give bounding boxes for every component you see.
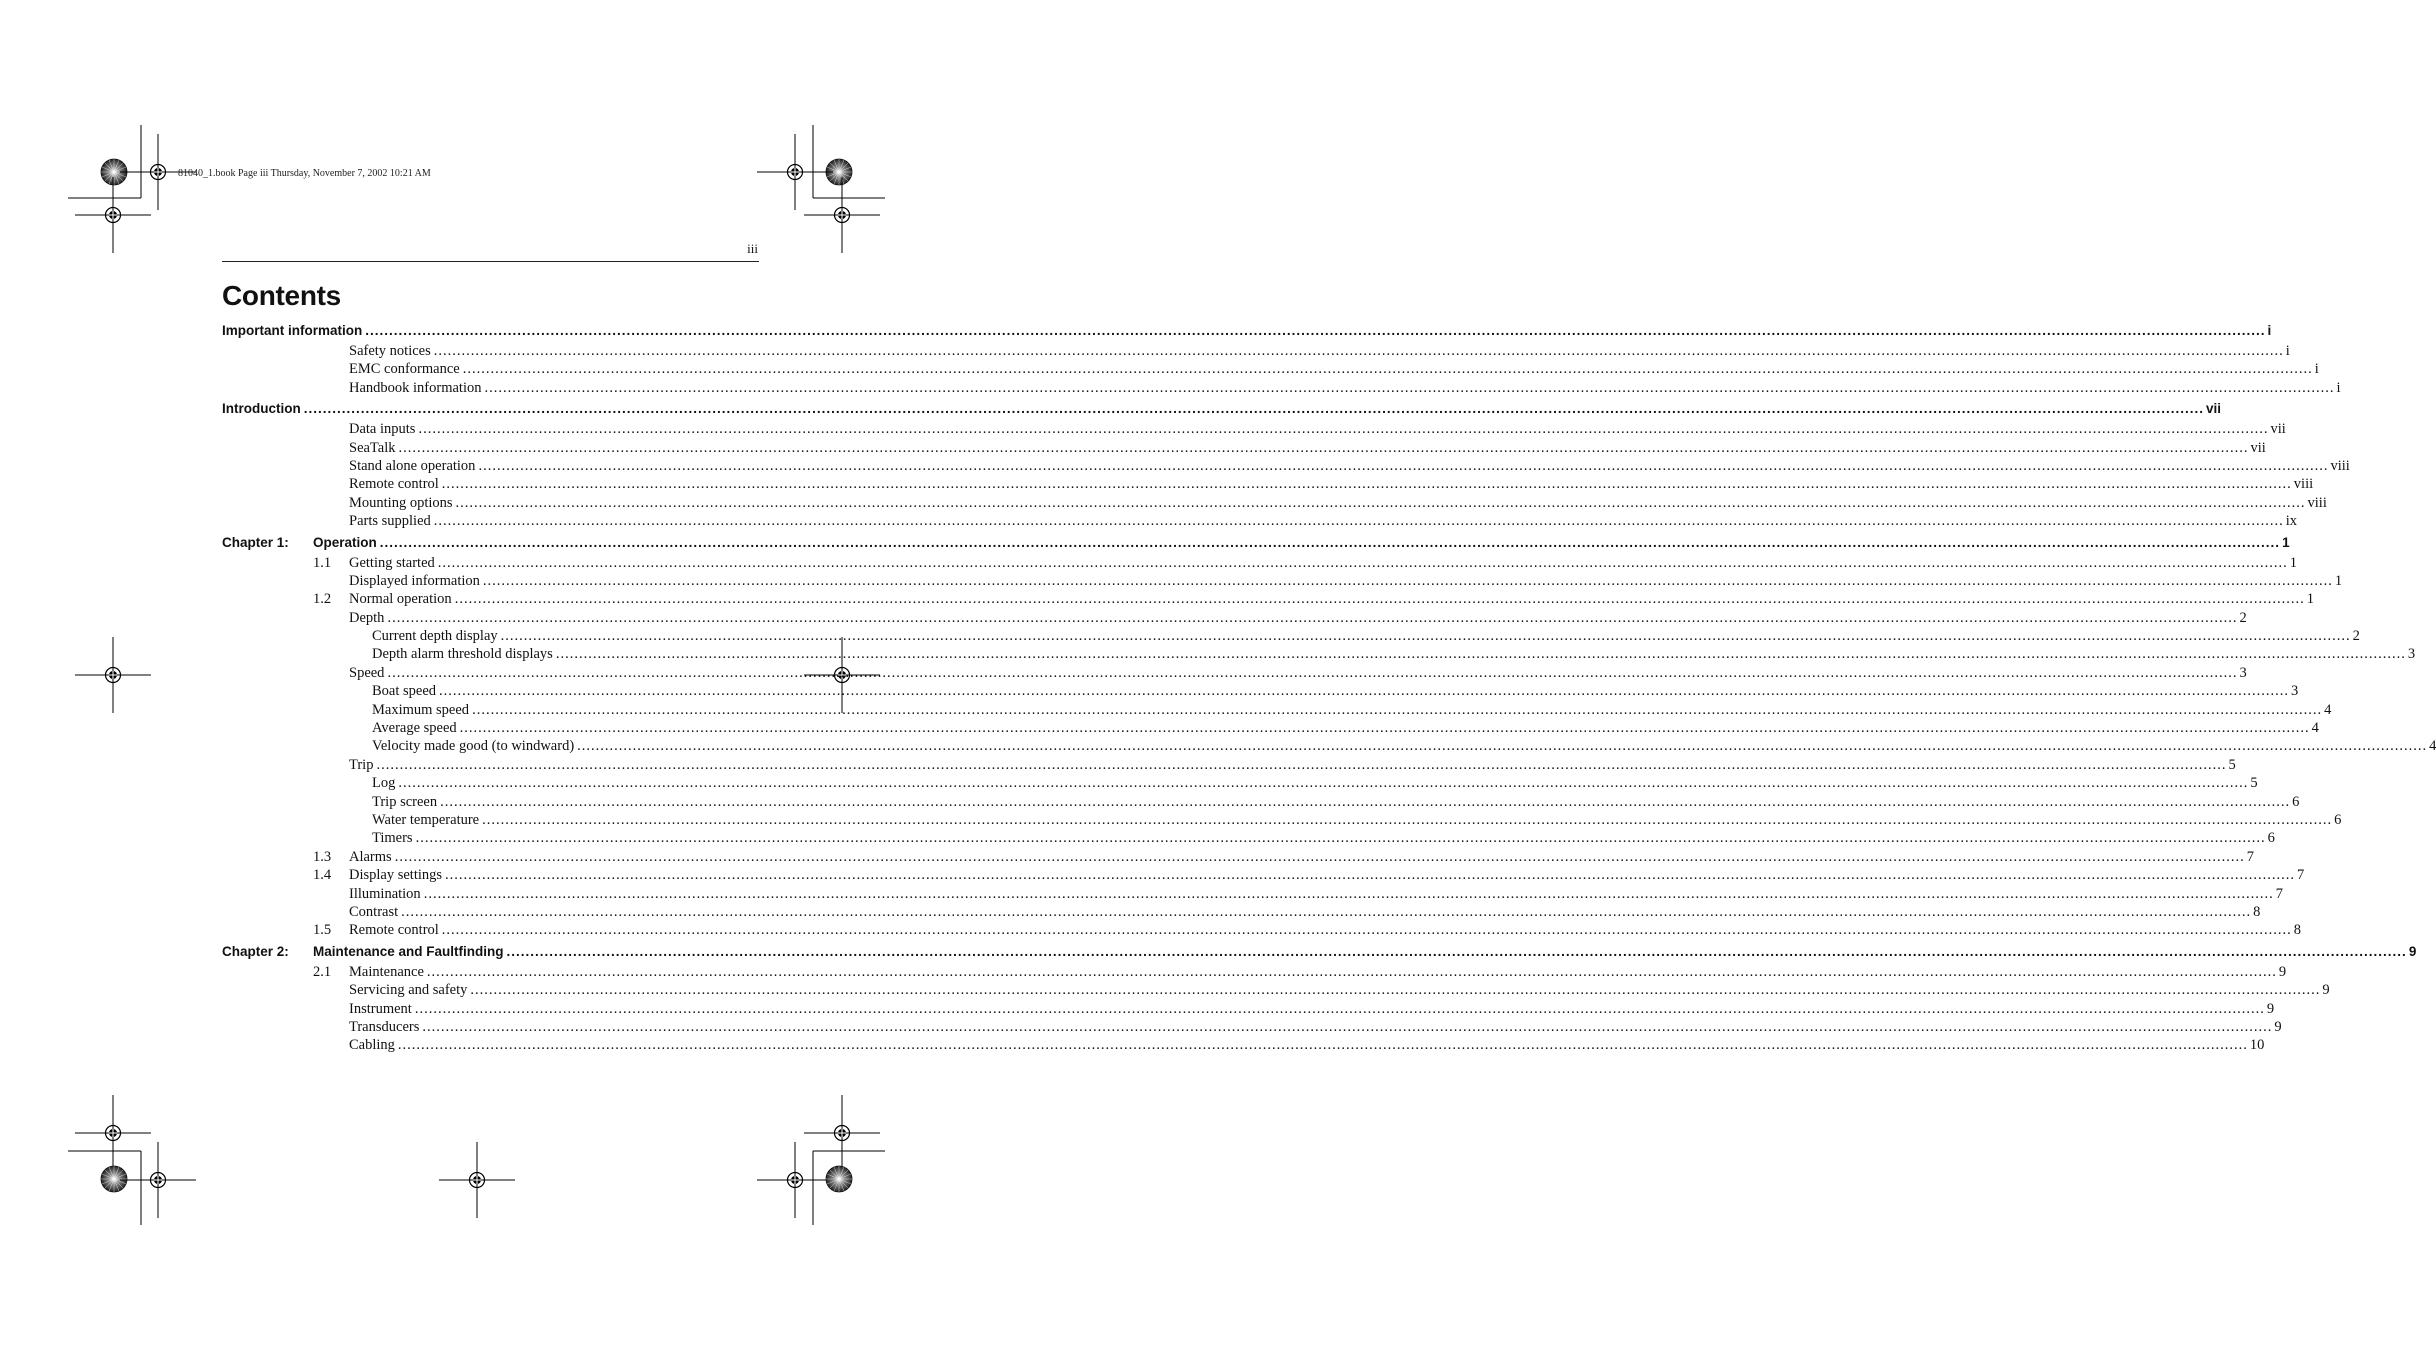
toc-dot-leader: ................................................................................................................................................................................................................................................................................................................................................................................................................ [398,439,2249,456]
toc-entry-label: Data inputs [349,421,418,438]
toc-dot-leader: ................................................................................................................................................................................................................................................................................................................................................................................................................ [482,572,2333,589]
toc-page-number: 9 [2322,982,2330,999]
toc-entry-label: Cabling [349,1037,398,1054]
toc-entry[interactable] [222,848,2254,867]
toc-page-number: 5 [2228,756,2236,773]
toc-entry[interactable] [222,963,2287,982]
toc-dot-leader: ................................................................................................................................................................................................................................................................................................................................................................................................................ [426,963,2277,980]
toc-entry-label: Important information [222,323,365,338]
toc-entry-label: Handbook information [349,380,485,397]
toc-page-number: i [2267,323,2272,338]
toc-page-number: ix [2285,513,2298,530]
toc-entry-label: Current depth display [372,628,501,645]
toc-entry[interactable] [222,439,2266,458]
toc-page-number: 9 [2274,1018,2282,1035]
toc-page-number: viii [2293,476,2314,493]
toc-dot-leader: ................................................................................................................................................................................................................................................................................................................................................................................................................ [472,701,2323,718]
toc-entry[interactable] [222,867,2305,885]
toc-page-number: 7 [2275,885,2283,902]
toc-entry[interactable] [222,720,2319,738]
toc-section-number: 1.1 [313,554,332,571]
toc-entry-label: Maximum speed [372,702,472,719]
toc-page-number: 8 [2293,922,2302,939]
toc-page-number: i [2314,361,2319,378]
toc-page-number: 3 [2407,646,2416,663]
toc-entry[interactable] [222,361,2319,379]
toc-entry[interactable] [222,421,2286,439]
toc-dot-leader: ................................................................................................................................................................................................................................................................................................................................................................................................................ [555,646,2406,663]
toc-entry[interactable] [222,1000,2275,1019]
toc-page-number: i [2336,379,2341,396]
toc-chapter-entry[interactable] [222,323,2272,343]
toc-dot-leader: ................................................................................................................................................................................................................................................................................................................................................................................................................ [500,628,2351,645]
toc-dot-leader: ................................................................................................................................................................................................................................................................................................................................................................................................................ [439,683,2290,700]
toc-entry-label: Maintenance and Faultfinding [313,944,507,959]
toc-chapter-entry[interactable] [222,401,2222,421]
toc-entry-label: Water temperature [372,812,482,829]
toc-dot-leader: ................................................................................................................................................................................................................................................................................................................................................................................................................ [303,401,2205,417]
toc-page-number: 4 [2311,720,2319,737]
page-title: Contents [222,280,341,311]
toc-dot-leader: ................................................................................................................................................................................................................................................................................................................................................................................................................ [441,476,2292,493]
toc-dot-leader: ................................................................................................................................................................................................................................................................................................................................................................................................................ [401,903,2252,920]
toc-entry-label: Remote control [349,476,442,493]
toc-section-number: 1.4 [313,867,332,884]
toc-dot-leader: ................................................................................................................................................................................................................................................................................................................................................................................................................ [445,867,2296,884]
toc-entry-label: SeaTalk [349,440,399,457]
toc-dot-leader: ................................................................................................................................................................................................................................................................................................................................................................................................................ [440,793,2291,810]
toc-entry-label: Servicing and safety [349,982,470,999]
toc-dot-leader: ................................................................................................................................................................................................................................................................................................................................................................................................................ [418,421,2269,438]
toc-dot-leader: ................................................................................................................................................................................................................................................................................................................................................................................................................ [462,361,2313,378]
toc-entry[interactable] [222,982,2330,1000]
toc-entry-label: Trip screen [372,794,440,811]
toc-entry-label: Maintenance [349,964,427,981]
toc-entry-label: Parts supplied [349,513,434,530]
print-info: 81040_1.book Page iii Thursday, November 7, 2002 10:21 AM [178,168,431,179]
toc-entry-label: Boat speed [372,683,439,700]
toc-dot-leader: ................................................................................................................................................................................................................................................................................................................................................................................................................ [379,534,2281,550]
toc-entry[interactable] [222,738,2436,756]
toc-page-number: viii [2307,494,2327,511]
toc-entry[interactable] [222,683,2299,701]
toc-entry-label: Normal operation [349,591,455,608]
toc-page-number: 9 [2408,943,2417,959]
toc-dot-leader: ................................................................................................................................................................................................................................................................................................................................................................................................................ [397,1037,2248,1054]
toc-dot-leader: ................................................................................................................................................................................................................................................................................................................................................................................................................ [433,343,2284,359]
toc-entry[interactable] [222,494,2327,513]
toc-entry-label: Operation [313,535,380,550]
toc-entry[interactable] [222,793,2300,812]
toc-dot-leader: ................................................................................................................................................................................................................................................................................................................................................................................................................ [470,982,2321,999]
toc-dot-leader: ................................................................................................................................................................................................................................................................................................................................................................................................................ [433,513,2284,530]
toc-chapter-entry[interactable] [222,534,2290,555]
toc-entry[interactable] [222,775,2258,793]
toc-entry[interactable] [222,922,2302,940]
toc-page-number: 1 [2334,572,2343,589]
toc-chapter-entry[interactable] [222,943,2417,964]
toc-dot-leader: ................................................................................................................................................................................................................................................................................................................................................................................................................ [478,457,2329,474]
toc-dot-leader: ................................................................................................................................................................................................................................................................................................................................................................................................................ [387,664,2238,681]
toc-section-number: 2.1 [313,963,332,980]
toc-entry[interactable] [222,609,2247,628]
toc-dot-leader: ................................................................................................................................................................................................................................................................................................................................................................................................................ [365,323,2266,338]
toc-entry-label: Getting started [349,555,438,572]
toc-entry-label: Depth [349,610,387,627]
toc-entry-label: Display settings [349,867,445,884]
toc-page-number: 9 [2266,1000,2275,1017]
toc-section-number: 1.5 [313,922,332,939]
toc-dot-leader: ................................................................................................................................................................................................................................................................................................................................................................................................................ [376,756,2227,773]
toc-entry-label: Depth alarm threshold displays [372,646,556,663]
toc-entry-label: Velocity made good (to windward) [372,738,577,755]
toc-dot-leader: ................................................................................................................................................................................................................................................................................................................................................................................................................ [414,1000,2265,1017]
toc-page-number: 3 [2239,664,2247,681]
toc-page-number: viii [2330,457,2350,474]
toc-page-number: i [2285,343,2290,359]
toc-section-number: 1.3 [313,848,332,865]
toc-entry[interactable] [222,646,2416,664]
toc-entry[interactable] [222,343,2290,361]
toc-page-number: 10 [2249,1037,2265,1054]
header-rule [222,261,759,262]
toc-page-number: 4 [2429,738,2436,755]
toc-entry-label: Illumination [349,886,424,903]
toc-page-number: 7 [2297,867,2305,884]
toc-dot-leader: ................................................................................................................................................................................................................................................................................................................................................................................................................ [423,885,2274,902]
toc-entry-label: Remote control [349,922,442,939]
toc-page-number: vii [2250,439,2266,456]
toc-page-number: 8 [2253,903,2261,920]
toc-section-number: 1.2 [313,591,332,608]
toc-dot-leader: ................................................................................................................................................................................................................................................................................................................................................................................................................ [398,775,2249,792]
toc-dot-leader: ................................................................................................................................................................................................................................................................................................................................................................................................................ [484,379,2335,396]
toc-entry-label: Trip [349,757,376,774]
toc-dot-leader: ................................................................................................................................................................................................................................................................................................................................................................................................................ [415,830,2266,847]
toc-page-number: 2 [2352,628,2360,645]
toc-page-number: 7 [2246,848,2254,865]
toc-page-number: 5 [2250,775,2258,792]
toc-entry-label: Transducers [349,1019,422,1036]
toc-entry[interactable] [222,756,2236,775]
toc-entry[interactable] [222,628,2360,646]
toc-entry-label: Introduction [222,401,304,416]
toc-entry[interactable] [222,572,2343,591]
table-of-contents [222,323,2436,1056]
toc-entry[interactable] [222,830,2275,848]
toc-entry-label: Average speed [372,720,460,737]
toc-entry[interactable] [222,1018,2282,1037]
toc-entry[interactable] [222,811,2342,830]
toc-entry[interactable] [222,1037,2265,1055]
toc-dot-leader: ................................................................................................................................................................................................................................................................................................................................................................................................................ [455,494,2306,511]
toc-entry[interactable] [222,457,2350,476]
toc-page-number: 6 [2292,793,2300,810]
toc-entry[interactable] [222,513,2298,531]
toc-entry[interactable] [222,379,2341,398]
toc-dot-leader: ................................................................................................................................................................................................................................................................................................................................................................................................................ [454,591,2305,608]
toc-page-number: 1 [2282,534,2290,550]
toc-entry[interactable] [222,903,2261,922]
toc-dot-leader: ................................................................................................................................................................................................................................................................................................................................................................................................................ [506,943,2407,959]
toc-page-number: vii [2206,401,2222,417]
toc-page-number: 1 [2306,591,2314,608]
toc-dot-leader: ................................................................................................................................................................................................................................................................................................................................................................................................................ [394,848,2245,865]
toc-entry-label: EMC conformance [349,361,463,378]
toc-chapter-number: Chapter 1: [222,534,289,550]
toc-entry-label: Log [372,775,398,792]
toc-entry-label: Safety notices [349,343,434,360]
toc-dot-leader: ................................................................................................................................................................................................................................................................................................................................................................................................................ [482,811,2333,828]
toc-dot-leader: ................................................................................................................................................................................................................................................................................................................................................................................................................ [387,609,2238,626]
toc-chapter-number: Chapter 2: [222,943,289,959]
toc-page-number: 3 [2291,683,2299,700]
toc-dot-leader: ................................................................................................................................................................................................................................................................................................................................................................................................................ [437,554,2288,571]
toc-entry-label: Instrument [349,1001,415,1018]
toc-entry[interactable] [222,664,2247,683]
toc-entry[interactable] [222,591,2314,609]
toc-page-number: 6 [2334,811,2342,828]
toc-entry-label: Speed [349,665,387,682]
toc-page-number: 6 [2267,830,2275,847]
toc-entry[interactable] [222,554,2298,573]
toc-page-number: vii [2270,421,2286,438]
toc-dot-leader: ................................................................................................................................................................................................................................................................................................................................................................................................................ [459,720,2310,737]
toc-entry[interactable] [222,885,2283,904]
toc-entry-label: Contrast [349,904,401,921]
toc-page-number: 9 [2278,963,2287,980]
toc-page-number: 1 [2289,554,2298,571]
toc-entry-label: Displayed information [349,573,483,590]
toc-entry[interactable] [222,476,2314,494]
toc-page-number: 2 [2239,609,2247,626]
toc-dot-leader: ................................................................................................................................................................................................................................................................................................................................................................................................................ [422,1018,2273,1035]
toc-page-number: 4 [2324,701,2332,718]
toc-dot-leader: ................................................................................................................................................................................................................................................................................................................................................................................................................ [441,922,2292,939]
toc-entry-label: Mounting options [349,495,456,512]
toc-entry[interactable] [222,701,2332,720]
toc-entry-label: Alarms [349,849,395,866]
toc-dot-leader: ................................................................................................................................................................................................................................................................................................................................................................................................................ [577,738,2428,755]
page-number: iii [747,241,758,256]
toc-entry-label: Timers [372,830,416,847]
toc-entry-label: Stand alone operation [349,458,478,475]
